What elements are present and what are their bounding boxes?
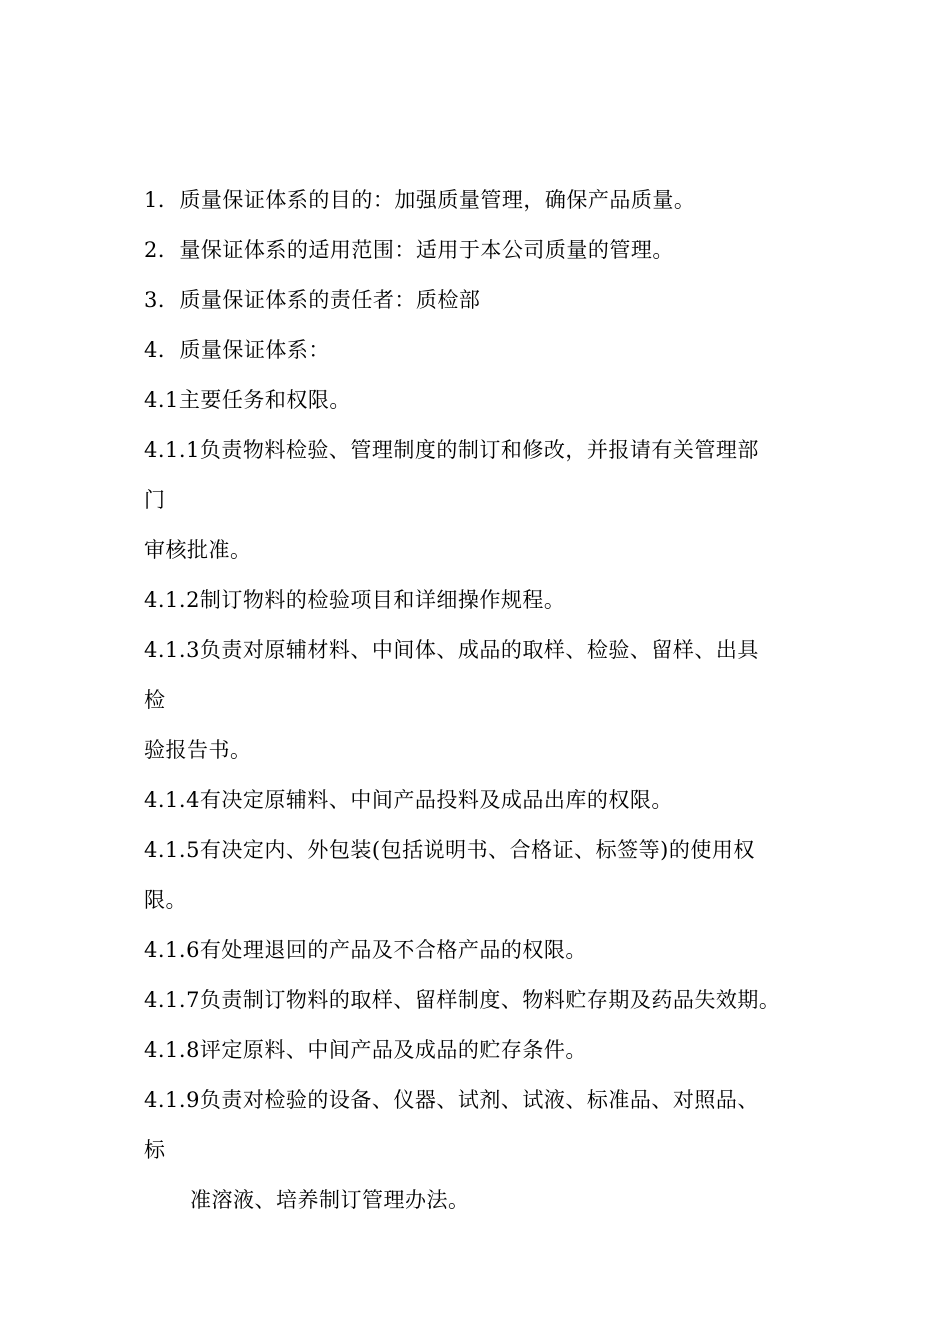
text-line-19: 4.1.9负责对检验的设备、仪器、试剂、试液、标准品、对照品、 xyxy=(144,1088,759,1112)
text-line-14: 4.1.5有决定内、外包装(包括说明书、合格证、标签等)的使用权 xyxy=(144,838,755,862)
text-line-10: 4.1.3负责对原辅材料、中间体、成品的取样、检验、留样、出具 xyxy=(144,638,759,662)
text-line-3: 3．质量保证体系的责任者：质检部 xyxy=(144,288,481,312)
text-line-18: 4.1.8评定原料、中间产品及成品的贮存条件。 xyxy=(144,1038,587,1062)
text-line-21: 准溶液、培养制订管理办法。 xyxy=(190,1188,470,1212)
text-line-20: 标 xyxy=(144,1138,166,1162)
text-line-12: 验报告书。 xyxy=(144,738,252,762)
text-line-15: 限。 xyxy=(144,888,187,912)
text-line-7: 门 xyxy=(144,488,166,512)
text-line-11: 检 xyxy=(144,688,166,712)
text-line-13: 4.1.4有决定原辅料、中间产品投料及成品出库的权限。 xyxy=(144,788,673,812)
text-line-4: 4．质量保证体系： xyxy=(144,338,330,362)
text-line-8: 审核批准。 xyxy=(144,538,252,562)
text-line-6: 4.1.1负责物料检验、管理制度的制订和修改，并报请有关管理部 xyxy=(144,438,759,462)
text-line-16: 4.1.6有处理退回的产品及不合格产品的权限。 xyxy=(144,938,587,962)
text-line-1: 1．质量保证体系的目的：加强质量管理，确保产品质量。 xyxy=(144,188,696,212)
text-line-5: 4.1主要任务和权限。 xyxy=(144,388,351,412)
text-line-2: 2．量保证体系的适用范围：适用于本公司质量的管理。 xyxy=(144,238,674,262)
text-line-9: 4.1.2制订物料的检验项目和详细操作规程。 xyxy=(144,588,566,612)
text-line-17: 4.1.7负责制订物料的取样、留样制度、物料贮存期及药品失效期。 xyxy=(144,988,781,1012)
